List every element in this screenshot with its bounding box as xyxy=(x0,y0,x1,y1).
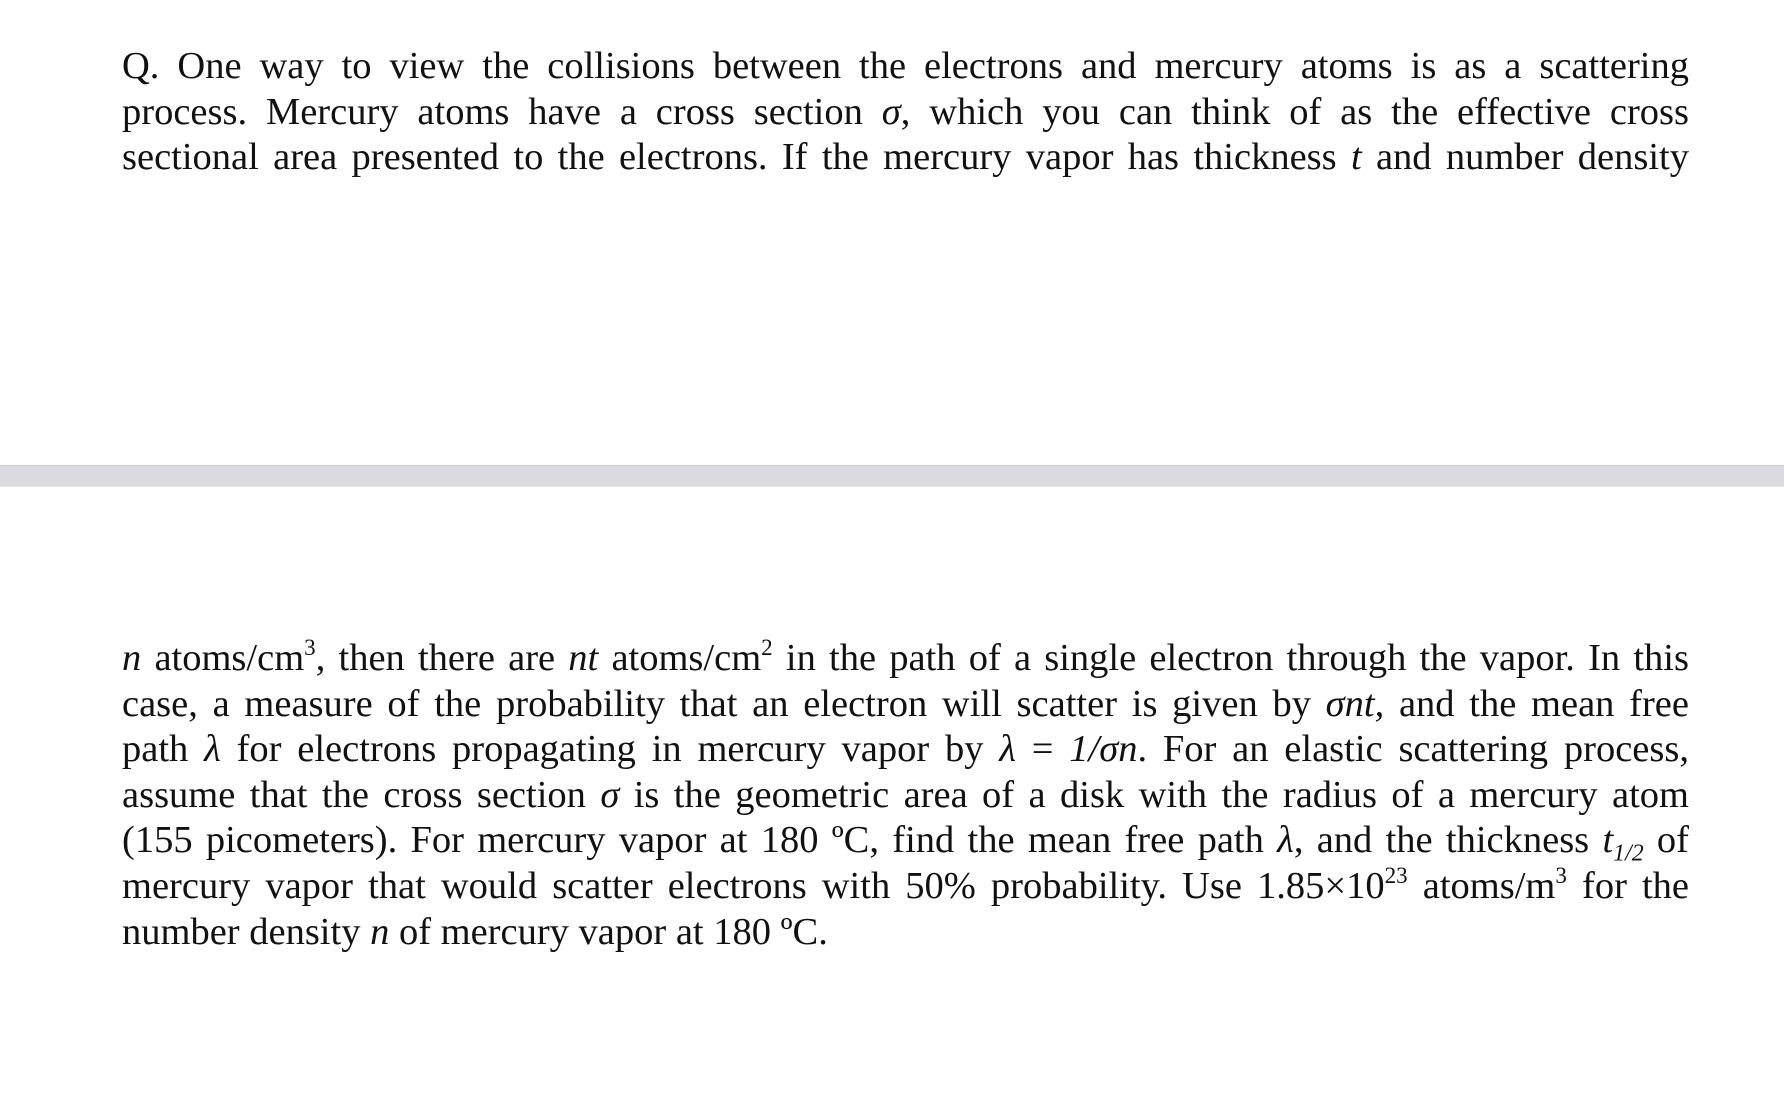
document-page-bottom xyxy=(0,487,1784,1098)
mean-free-path-formula: 1/σn xyxy=(1069,728,1138,771)
text-span: atoms/cm xyxy=(598,637,762,679)
text-span: of xyxy=(1643,819,1689,862)
text-line xyxy=(122,682,1689,728)
nt-symbol: nt xyxy=(568,637,599,679)
subscript: 1/2 xyxy=(1613,841,1644,868)
text-span: assume that the cross section xyxy=(122,773,601,816)
superscript: 2 xyxy=(761,634,773,661)
thickness-symbol: t xyxy=(1350,136,1362,179)
text-span: for the xyxy=(1566,864,1689,907)
text-span: (155 picometers). For mercury vapor at 180 ºC, find the mean free path xyxy=(122,819,1278,862)
text-line xyxy=(122,636,1689,682)
n-symbol: n xyxy=(370,910,390,953)
text-span: is the geometric area of a disk with the radius of a mercury atom xyxy=(619,773,1690,816)
text-span: case, a measure of the probability that an electron will scatter is given by xyxy=(122,682,1326,725)
text-span: of mercury vapor at 180 ºC. xyxy=(389,910,828,953)
text-line xyxy=(122,90,1689,136)
page-separator xyxy=(0,465,1784,487)
text-span: and the mean free xyxy=(1384,682,1689,725)
text-span: process. Mercury atoms have a cross section xyxy=(122,90,882,133)
lambda-symbol: λ xyxy=(1277,819,1294,862)
text-line xyxy=(122,44,1689,90)
text-span: = xyxy=(1015,728,1070,771)
text-span: number density xyxy=(122,910,371,953)
text-span: Q. One way to view the collisions between the electrons and mercury atoms is as a scattering xyxy=(122,45,1689,87)
text-span: , then there are xyxy=(315,637,569,679)
thickness-symbol: t xyxy=(1602,819,1614,862)
text-line xyxy=(122,773,1689,819)
document-page-top xyxy=(0,0,1784,465)
question-paragraph-part-1 xyxy=(122,44,1689,181)
text-line xyxy=(122,864,1689,910)
lambda-symbol: λ xyxy=(204,728,221,771)
text-span: sectional area presented to the electrons. If the mercury vapor has thickness xyxy=(122,136,1351,179)
text-span: path xyxy=(122,728,205,771)
text-span: . For an elastic scattering process, xyxy=(1137,728,1689,771)
text-span: mercury vapor that would scatter electrons with 50% probability. Use 1.85×10 xyxy=(122,864,1385,907)
superscript: 3 xyxy=(304,634,316,661)
n-symbol: n xyxy=(122,637,142,679)
text-span: atoms/cm xyxy=(141,637,305,679)
text-line xyxy=(122,727,1689,773)
text-line xyxy=(122,910,1689,956)
lambda-symbol: λ xyxy=(999,728,1016,771)
text-span: atoms/m xyxy=(1407,864,1556,907)
text-span: , which you can think of as the effective cross xyxy=(900,90,1689,133)
sigma-symbol: σ xyxy=(881,90,901,133)
sigma-symbol: σ xyxy=(600,773,620,816)
superscript: 3 xyxy=(1555,862,1567,888)
text-span: for electrons propagating in mercury vapor by xyxy=(220,728,1000,771)
text-line xyxy=(122,818,1689,868)
question-paragraph-part-2 xyxy=(122,636,1689,955)
superscript: 23 xyxy=(1384,862,1408,888)
text-span: in the path of a single electron through the vapor. In this xyxy=(772,637,1689,679)
sigma-nt-symbol: σnt, xyxy=(1325,682,1385,725)
text-span: , and the thickness xyxy=(1293,819,1603,862)
text-span: and number density xyxy=(1361,136,1689,179)
text-line xyxy=(122,135,1689,181)
